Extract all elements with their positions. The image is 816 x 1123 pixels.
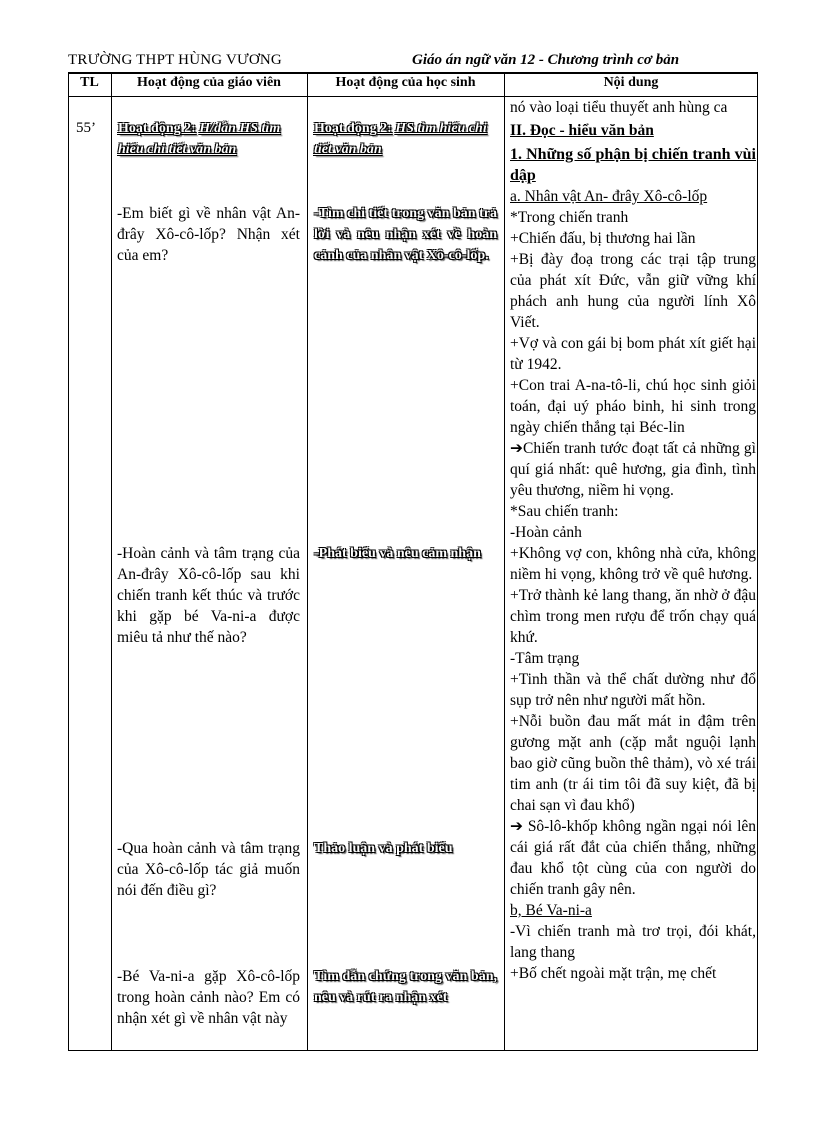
content-line: +Trở thành kẻ lang thang, ăn nhờ ở đậu chìm trong men rượu để trốn chạy quá khứ. [510, 587, 756, 646]
content-line: +Bị đày đoạ trong các trại tập trung của phát xít Đức, vẫn giữ vững khí phách anh hung của người lính Xô Viết. [510, 251, 756, 331]
section-heading: II. Đọc - hiểu văn bản [510, 122, 654, 139]
document-subject: Giáo án ngữ văn 12 - Chương trình cơ bản [412, 52, 680, 68]
student-answer-3: Thảo luận và phát biểu [314, 841, 453, 856]
teacher-question-1: -Em biết gì về nhân vật An- đrây Xô-cô-lốp? Nhận xét của em? [117, 205, 300, 264]
student-activity-subtitle: HS tìm hiểu chi tiết văn bản [314, 121, 487, 157]
column-header-time: TL [80, 75, 99, 90]
teacher-question-4: -Bé Va-ni-a gặp Xô-cô-lốp trong hoàn cảnh nào? Em có nhận xét gì về nhân vật này [117, 968, 300, 1027]
content-line: nó vào loại tiểu thuyết anh hùng ca [510, 99, 728, 116]
school-name: TRƯỜNG THPT HÙNG VƯƠNG [68, 52, 282, 68]
student-answer-4: Tìm dẫn chứng trong văn bản, nêu và rút ra nhận xét [314, 969, 497, 1005]
teacher-activity-title: Hoạt động 2: [118, 121, 196, 136]
column-divider [504, 73, 505, 1051]
column-divider [111, 73, 112, 1051]
student-activity-heading [314, 118, 497, 160]
content-line: -Vì chiến tranh mà trơ trọi, đói khát, lang thang [510, 923, 756, 961]
teacher-question-3: -Qua hoàn cảnh và tâm trạng của Xô-cô-lốp tác giả muốn nói đến điều gì? [117, 840, 300, 899]
time-value: 55’ [76, 120, 96, 136]
content-line: +Tinh thần và thể chất dường như đổ sụp trở nên như người mất hồn. [510, 671, 756, 709]
content-line: +Con trai A-na-tô-li, chú học sinh giỏi toán, đại uý pháo binh, hi sinh trong ngày chiến thắng tại Béc-lin [510, 377, 756, 436]
content-line: +Không vợ con, không nhà cửa, không niềm hi vọng, không trở về quê hương. [510, 545, 756, 583]
student-activity-title: Hoạt động 2: [314, 121, 392, 136]
content-body [510, 97, 756, 984]
content-line: -Tâm trạng [510, 650, 580, 667]
teacher-activity-subtitle: H/dẫn HS tìm hiểu chi tiết văn bản [118, 121, 281, 157]
column-divider [307, 73, 308, 1051]
student-answer-2: -Phát biểu và nêu cảm nhận [314, 546, 481, 561]
subsection-a-heading: a. Nhân vật An- đrây Xô-cô-lốp [510, 188, 708, 205]
content-line: *Sau chiến tranh: [510, 503, 619, 520]
content-line: *Trong chiến tranh [510, 209, 629, 226]
content-line: +Nỗi buồn đau mất mát in đậm trên gương mặt anh (cặp mắt nguội lạnh bao giờ cũng buồn thê thảm), vò xé trái tim anh (tr ái tim tôi đã suy kiệt, đã bị chai sạn vì đau khổ) [510, 713, 756, 814]
teacher-question-2: -Hoàn cảnh và tâm trạng của An-đrây Xô-cô-lốp sau khi chiến tranh kết thúc và trước khi gặp bé Va-ni-a được miêu tả như thế nào? [117, 545, 300, 646]
column-header-student: Hoạt động của học sinh [335, 75, 476, 90]
content-line: +Bố chết ngoài mặt trận, mẹ chết [510, 965, 717, 982]
content-line: +Chiến đấu, bị thương hai lần [510, 230, 696, 247]
subsection-heading: 1. Những số phận bị chiến tranh vùi dập [510, 146, 756, 184]
content-line: +Vợ và con gái bị bom phát xít giết hại từ 1942. [510, 335, 756, 373]
content-line: ➔ Sô-lô-khốp không ngần ngại nói lên cái giá rất đắt của chiến thắng, những đau khổ tột cùng của con người do chiến tranh gây nên. [510, 818, 756, 898]
content-line: ➔Chiến tranh tước đoạt tất cả những gì quí giá nhất: quê hương, gia đình, tình yêu thương, niềm hi vọng. [510, 440, 756, 499]
subsection-b-heading: b, Bé Va-ni-a [510, 902, 592, 919]
column-header-content: Nội dung [603, 75, 659, 90]
student-answer-1: -Tìm chi tiết trong văn bản trả lời và nêu nhận xét về hoàn cảnh của nhân vật Xô-cô-lốp. [314, 206, 497, 263]
column-header-teacher: Hoạt động của giáo viên [137, 75, 281, 90]
content-line: -Hoàn cảnh [510, 524, 582, 541]
teacher-activity-heading [118, 118, 301, 160]
